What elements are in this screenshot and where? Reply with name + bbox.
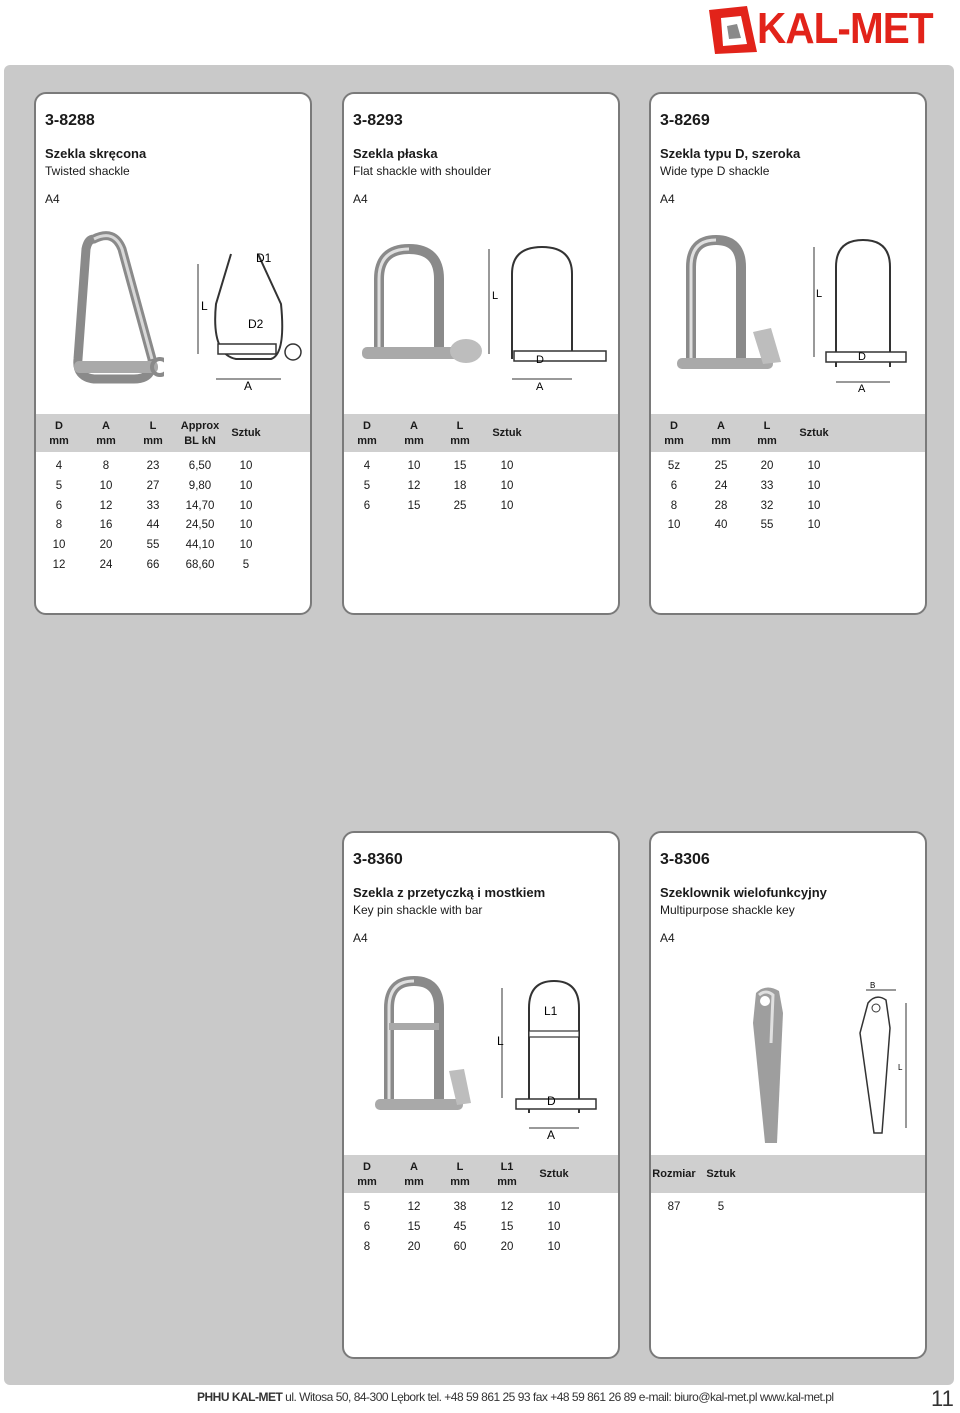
spec-table-header	[36, 414, 310, 452]
material-grade: A4	[45, 192, 60, 206]
table-cell: 33	[760, 479, 774, 492]
table-cell: 55	[146, 539, 160, 552]
table-cell: 10	[500, 479, 514, 492]
table-cell: 12	[407, 1201, 421, 1213]
table-cell: 4	[55, 460, 63, 472]
table-row	[36, 555, 310, 575]
product-name-en: Twisted shackle	[45, 164, 130, 178]
col-head: A	[717, 420, 725, 432]
table-cell: 10	[547, 1201, 561, 1213]
table-cell: 23	[146, 460, 160, 472]
col-unit: mm	[357, 435, 377, 447]
product-name-en: Key pin shackle with bar	[353, 903, 483, 917]
col-head: A	[410, 1161, 418, 1173]
product-card-3-8288	[34, 92, 312, 615]
table-cell: 10	[807, 479, 821, 492]
spec-table-header	[344, 414, 618, 452]
flat-shackle-drawing	[484, 239, 614, 394]
col-unit: mm	[357, 1176, 377, 1188]
table-cell: 10	[239, 539, 253, 552]
col-head: D	[55, 420, 63, 432]
product-card-3-8269	[649, 92, 927, 615]
table-cell: 33	[146, 499, 160, 512]
table-cell: 6,50	[188, 460, 212, 472]
table-cell: 68,60	[185, 559, 215, 571]
key-pin-shackle-photo	[369, 973, 479, 1128]
col-head: L	[149, 420, 157, 432]
shackle-key-photo	[741, 983, 801, 1148]
dim-label-a: A	[858, 383, 866, 392]
dim-label-a: A	[244, 379, 253, 393]
table-cell: 10	[239, 519, 253, 532]
table-cell: 8	[670, 499, 678, 512]
product-name-pl: Szekla z przetyczką i mostkiem	[353, 885, 546, 900]
col-unit: BL kN	[184, 435, 216, 447]
table-cell: 25	[714, 460, 728, 472]
brand-name: KAL-MET	[757, 4, 933, 53]
product-card-3-8293	[342, 92, 620, 615]
wide-d-shackle-photo	[671, 232, 791, 387]
table-cell: 6	[363, 1220, 371, 1233]
footer-company: PHHU KAL-MET	[197, 1390, 283, 1404]
table-cell: 8	[102, 460, 110, 472]
wide-d-shackle-drawing	[806, 232, 926, 392]
dim-label-a: A	[536, 381, 544, 393]
dim-label-l: L	[201, 299, 208, 313]
table-cell: 10	[99, 479, 113, 492]
col-head: A	[102, 420, 110, 432]
dim-label-b: B	[870, 981, 876, 990]
dim-label-l: L	[492, 290, 499, 302]
table-cell: 20	[99, 539, 113, 552]
table-cell: 5	[717, 1201, 725, 1213]
product-name-pl: Szekla typu D, szeroka	[660, 146, 801, 161]
product-name-en: Flat shackle with shoulder	[353, 164, 492, 178]
table-cell: 55	[760, 519, 774, 532]
product-name-pl: Szekla skręcona	[45, 146, 147, 161]
table-cell: 12	[500, 1201, 514, 1213]
table-cell: 10	[239, 499, 253, 512]
table-cell: 40	[714, 519, 728, 532]
dim-label-a: A	[547, 1128, 556, 1142]
dim-label-d: D	[858, 351, 866, 363]
dim-label-l: L	[497, 1034, 504, 1048]
table-cell: 25	[453, 499, 467, 512]
col-head: Sztuk	[706, 1168, 736, 1180]
col-head: D	[363, 420, 371, 432]
table-cell: 10	[807, 499, 821, 512]
material-grade: A4	[660, 192, 675, 206]
table-cell: 32	[760, 499, 774, 512]
key-pin-shackle-drawing	[494, 973, 619, 1143]
twisted-shackle-photo	[64, 229, 164, 389]
table-cell: 87	[667, 1201, 681, 1213]
dim-label-d2: D2	[248, 317, 264, 331]
table-row	[344, 1217, 618, 1237]
dim-label-l: L	[898, 1063, 903, 1072]
table-cell: 5	[363, 479, 371, 492]
table-cell: 10	[500, 460, 514, 472]
dim-label-d: D	[536, 354, 544, 366]
col-unit: mm	[143, 435, 163, 447]
table-cell: 10	[500, 499, 514, 512]
table-cell: 10	[807, 519, 821, 532]
col-unit: mm	[757, 435, 777, 447]
table-cell: 10	[667, 519, 681, 532]
table-row	[651, 515, 925, 535]
table-cell: 15	[407, 1220, 421, 1233]
col-unit: mm	[404, 1176, 424, 1188]
table-cell: 5z	[667, 460, 681, 472]
footer-contact	[197, 1390, 834, 1404]
page-number: 11	[931, 1386, 954, 1411]
table-cell: 15	[500, 1220, 514, 1233]
table-cell: 10	[239, 479, 253, 492]
table-row	[344, 1237, 618, 1257]
col-head: L	[456, 1161, 464, 1173]
table-row	[36, 496, 310, 516]
table-cell: 10	[239, 460, 253, 472]
col-unit: mm	[664, 435, 684, 447]
table-row	[651, 1197, 925, 1217]
table-cell: 18	[453, 479, 467, 492]
table-cell: 10	[547, 1240, 561, 1253]
product-code: 3-8288	[45, 112, 95, 129]
table-cell: 12	[52, 559, 66, 571]
product-code: 3-8360	[353, 851, 403, 868]
spec-table-header	[651, 414, 925, 452]
table-row	[651, 496, 925, 516]
table-cell: 5	[242, 559, 250, 571]
table-row	[344, 496, 618, 516]
table-cell: 6	[55, 499, 63, 512]
table-row	[36, 535, 310, 555]
product-card-3-8360	[342, 831, 620, 1359]
table-cell: 8	[55, 519, 63, 532]
col-head: Sztuk	[539, 1168, 569, 1180]
table-cell: 24	[714, 479, 728, 492]
product-name-en: Wide type D shackle	[660, 164, 770, 178]
spec-table-header	[344, 1155, 618, 1193]
col-head: L	[456, 420, 464, 432]
table-cell: 20	[500, 1240, 514, 1253]
footer-contact-details: tel. +48 59 861 25 93 fax +48 59 861 26 89 e-mail: biuro@kal-met.pl www.kal-met.pl	[427, 1390, 834, 1404]
table-cell: 14,70	[185, 499, 215, 512]
table-cell: 44	[146, 519, 160, 532]
dim-label-d: D	[547, 1094, 556, 1108]
col-head: Approx	[180, 420, 220, 432]
col-unit: mm	[711, 435, 731, 447]
product-card-3-8306	[649, 831, 927, 1359]
table-cell: 15	[407, 499, 421, 512]
twisted-shackle-drawing	[186, 244, 311, 394]
spec-table-header	[651, 1155, 925, 1193]
table-cell: 20	[407, 1240, 421, 1253]
table-cell: 20	[760, 460, 774, 472]
col-head: L	[763, 420, 771, 432]
table-row	[651, 476, 925, 496]
table-cell: 44,10	[185, 539, 215, 552]
shackle-key-drawing	[846, 978, 926, 1148]
material-grade: A4	[660, 931, 675, 945]
dim-label-d1: D1	[256, 251, 272, 265]
col-unit: mm	[96, 435, 116, 447]
col-head: Sztuk	[492, 427, 522, 439]
table-cell: 38	[453, 1201, 467, 1213]
table-cell: 10	[547, 1220, 561, 1233]
col-unit: mm	[450, 435, 470, 447]
footer-address: ul. Witosa 50, 84-300 Lębork	[285, 1390, 425, 1404]
table-row	[344, 1197, 618, 1217]
table-cell: 15	[453, 460, 467, 472]
material-grade: A4	[353, 931, 368, 945]
flat-shackle-photo	[354, 239, 484, 384]
table-cell: 10	[52, 539, 66, 552]
col-head: Sztuk	[231, 427, 261, 439]
col-unit: mm	[497, 1176, 517, 1188]
dim-label-l1: L1	[544, 1004, 558, 1018]
product-code: 3-8293	[353, 112, 403, 129]
table-row	[36, 515, 310, 535]
table-cell: 27	[146, 479, 160, 492]
col-head: L1	[500, 1161, 514, 1173]
table-cell: 5	[363, 1201, 371, 1213]
table-row	[651, 456, 925, 476]
table-cell: 10	[807, 460, 821, 472]
table-cell: 12	[99, 499, 113, 512]
table-cell: 9,80	[188, 479, 212, 492]
product-name-pl: Szeklownik wielofunkcyjny	[660, 885, 827, 900]
col-head: Rozmiar	[652, 1168, 696, 1180]
table-cell: 12	[407, 479, 421, 492]
table-cell: 16	[99, 519, 113, 532]
col-head: D	[363, 1161, 371, 1173]
table-cell: 5	[55, 479, 63, 492]
col-head: D	[670, 420, 678, 432]
table-cell: 6	[670, 479, 678, 492]
table-cell: 4	[363, 460, 371, 472]
table-row	[344, 476, 618, 496]
table-cell: 28	[714, 499, 728, 512]
table-row	[36, 476, 310, 496]
table-cell: 24	[99, 559, 113, 571]
product-name-en: Multipurpose shackle key	[660, 903, 795, 917]
table-cell: 10	[407, 460, 421, 472]
table-cell: 6	[363, 499, 371, 512]
table-cell: 66	[146, 559, 160, 571]
table-cell: 45	[453, 1220, 467, 1233]
product-code: 3-8269	[660, 112, 710, 129]
table-cell: 8	[363, 1240, 371, 1253]
col-unit: mm	[49, 435, 69, 447]
product-code: 3-8306	[660, 851, 710, 868]
product-name-pl: Szekla płaska	[353, 146, 438, 161]
table-cell: 24,50	[185, 519, 215, 532]
table-row	[36, 456, 310, 476]
material-grade: A4	[353, 192, 368, 206]
col-head: A	[410, 420, 418, 432]
table-cell: 60	[453, 1240, 467, 1253]
table-row	[344, 456, 618, 476]
col-unit: mm	[404, 435, 424, 447]
col-head: Sztuk	[799, 427, 829, 439]
col-unit: mm	[450, 1176, 470, 1188]
dim-label-l: L	[816, 288, 823, 300]
